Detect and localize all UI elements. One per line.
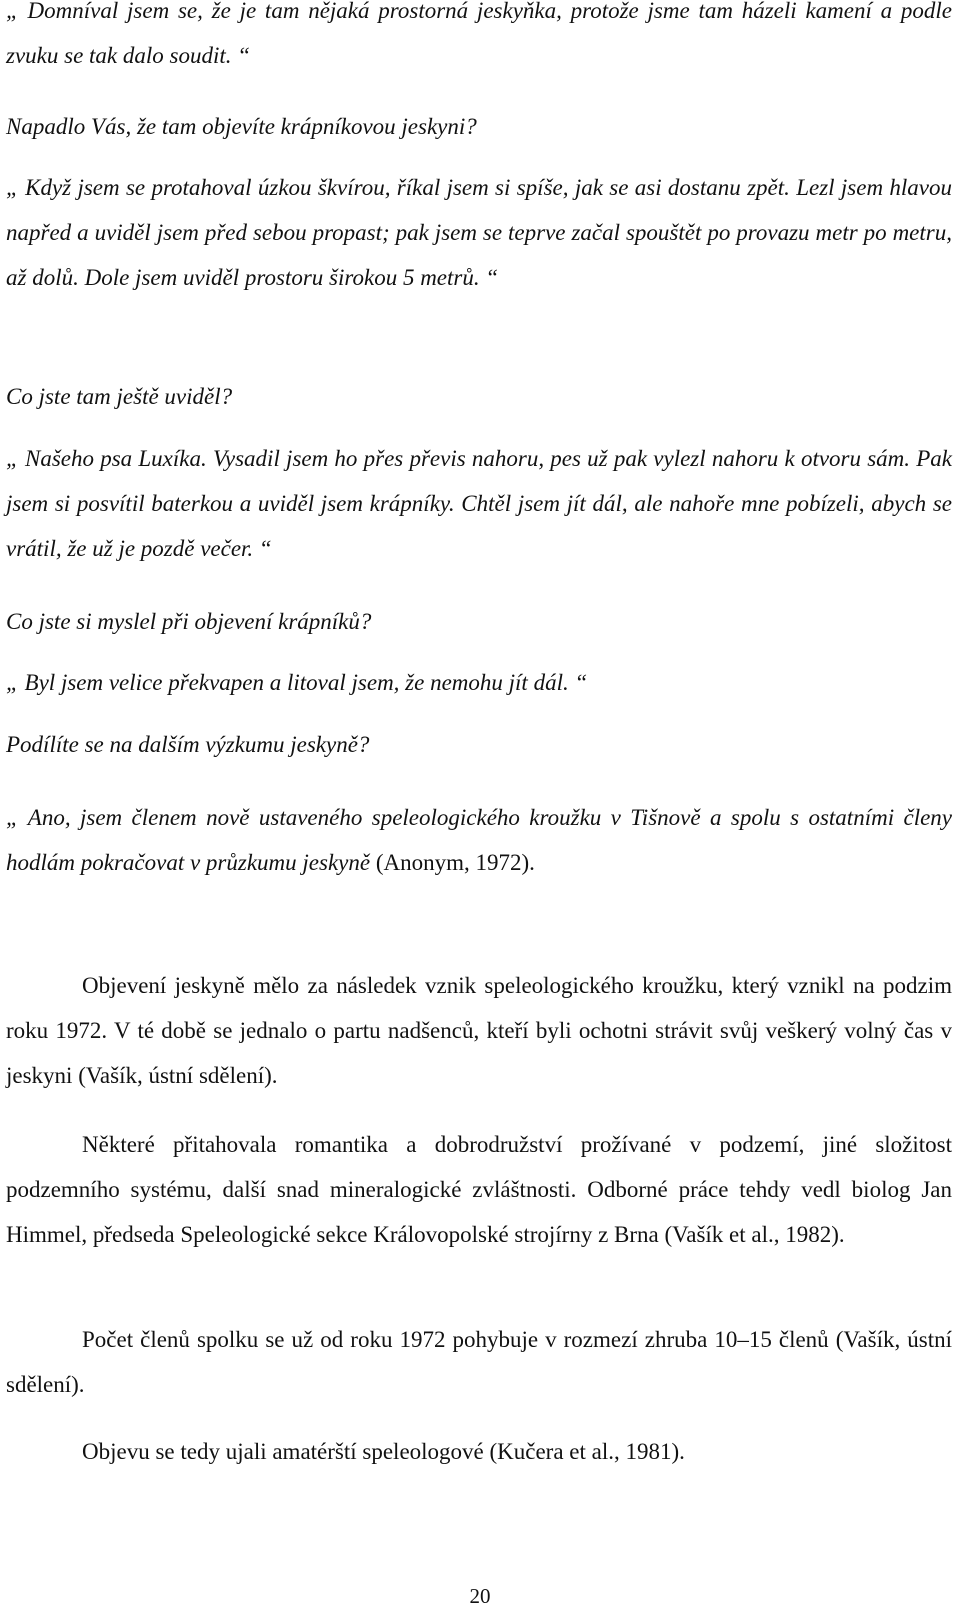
interview-answer-5 xyxy=(6,795,952,885)
interview-answer-3: „ Našeho psa Luxíka. Vysadil jsem ho přes převis nahoru, pes už pak vylezl nahoru k otvoru sám. Pak jsem si posvítil baterkou a uviděl jsem krápníky. Chtěl jsem jít dál, ale nahoře mne pobízeli, abych se vrátil, že už je pozdě večer. “ xyxy=(6,446,952,561)
interview-answer-5-text: „ Ano, jsem členem nově ustaveného speleologického kroužku v Tišnově a spolu s ostatními členy hodlám pokračovat v průzkumu jeskyně xyxy=(6,805,952,875)
interview-question-4: Podílíte se na dalším výzkumu jeskyně? xyxy=(6,732,370,757)
interview-answer-2: „ Když jsem se protahoval úzkou škvírou, říkal jsem si spíše, jak se asi dostanu zpět. Lezl jsem hlavou napřed a uviděl jsem před sebou propast; pak jsem se teprve začal spouštět po provazu metr po metru, až dolů. Dole jsem uviděl prostoru širokou 5 metrů. “ xyxy=(6,175,952,290)
interview-question-1: Napadlo Vás, že tam objevíte krápníkovou jeskyni? xyxy=(6,114,477,139)
interview-answer-4: „ Byl jsem velice překvapen a litoval jsem, že nemohu jít dál. “ xyxy=(6,670,588,695)
body-paragraph-3: Počet členů spolku se už od roku 1972 pohybuje v rozmezí zhruba 10–15 členů (Vašík, ústní sdělení). xyxy=(6,1327,952,1397)
interview-answer-1: „ Domníval jsem se, že je tam nějaká prostorná jeskyňka, protože jsme tam házeli kamení a podle zvuku se tak dalo soudit. “ xyxy=(6,0,952,68)
interview-question-3: Co jste si myslel při objevení krápníků? xyxy=(6,609,372,634)
interview-question-2: Co jste tam ještě uviděl? xyxy=(6,384,233,409)
body-paragraph-2: Některé přitahovala romantika a dobrodružství prožívané v podzemí, jiné složitost podzemního systému, další snad mineralogické zvláštnosti. Odborné práce tehdy vedl biolog Jan Himmel, předseda Speleologické sekce Královopolské strojírny z Brna (Vašík et al., 1982). xyxy=(6,1132,952,1247)
body-paragraph-1: Objevení jeskyně mělo za následek vznik speleologického kroužku, který vznikl na podzim roku 1972. V té době se jednalo o partu nadšenců, kteří byli ochotni strávit svůj veškerý volný čas v jeskyni (Vašík, ústní sdělení). xyxy=(6,973,952,1088)
body-paragraph-4: Objevu se tedy ujali amatérští speleologové (Kučera et al., 1981). xyxy=(82,1439,685,1464)
citation: (Anonym, 1972). xyxy=(370,850,535,875)
page-number: 20 xyxy=(469,1584,491,1608)
